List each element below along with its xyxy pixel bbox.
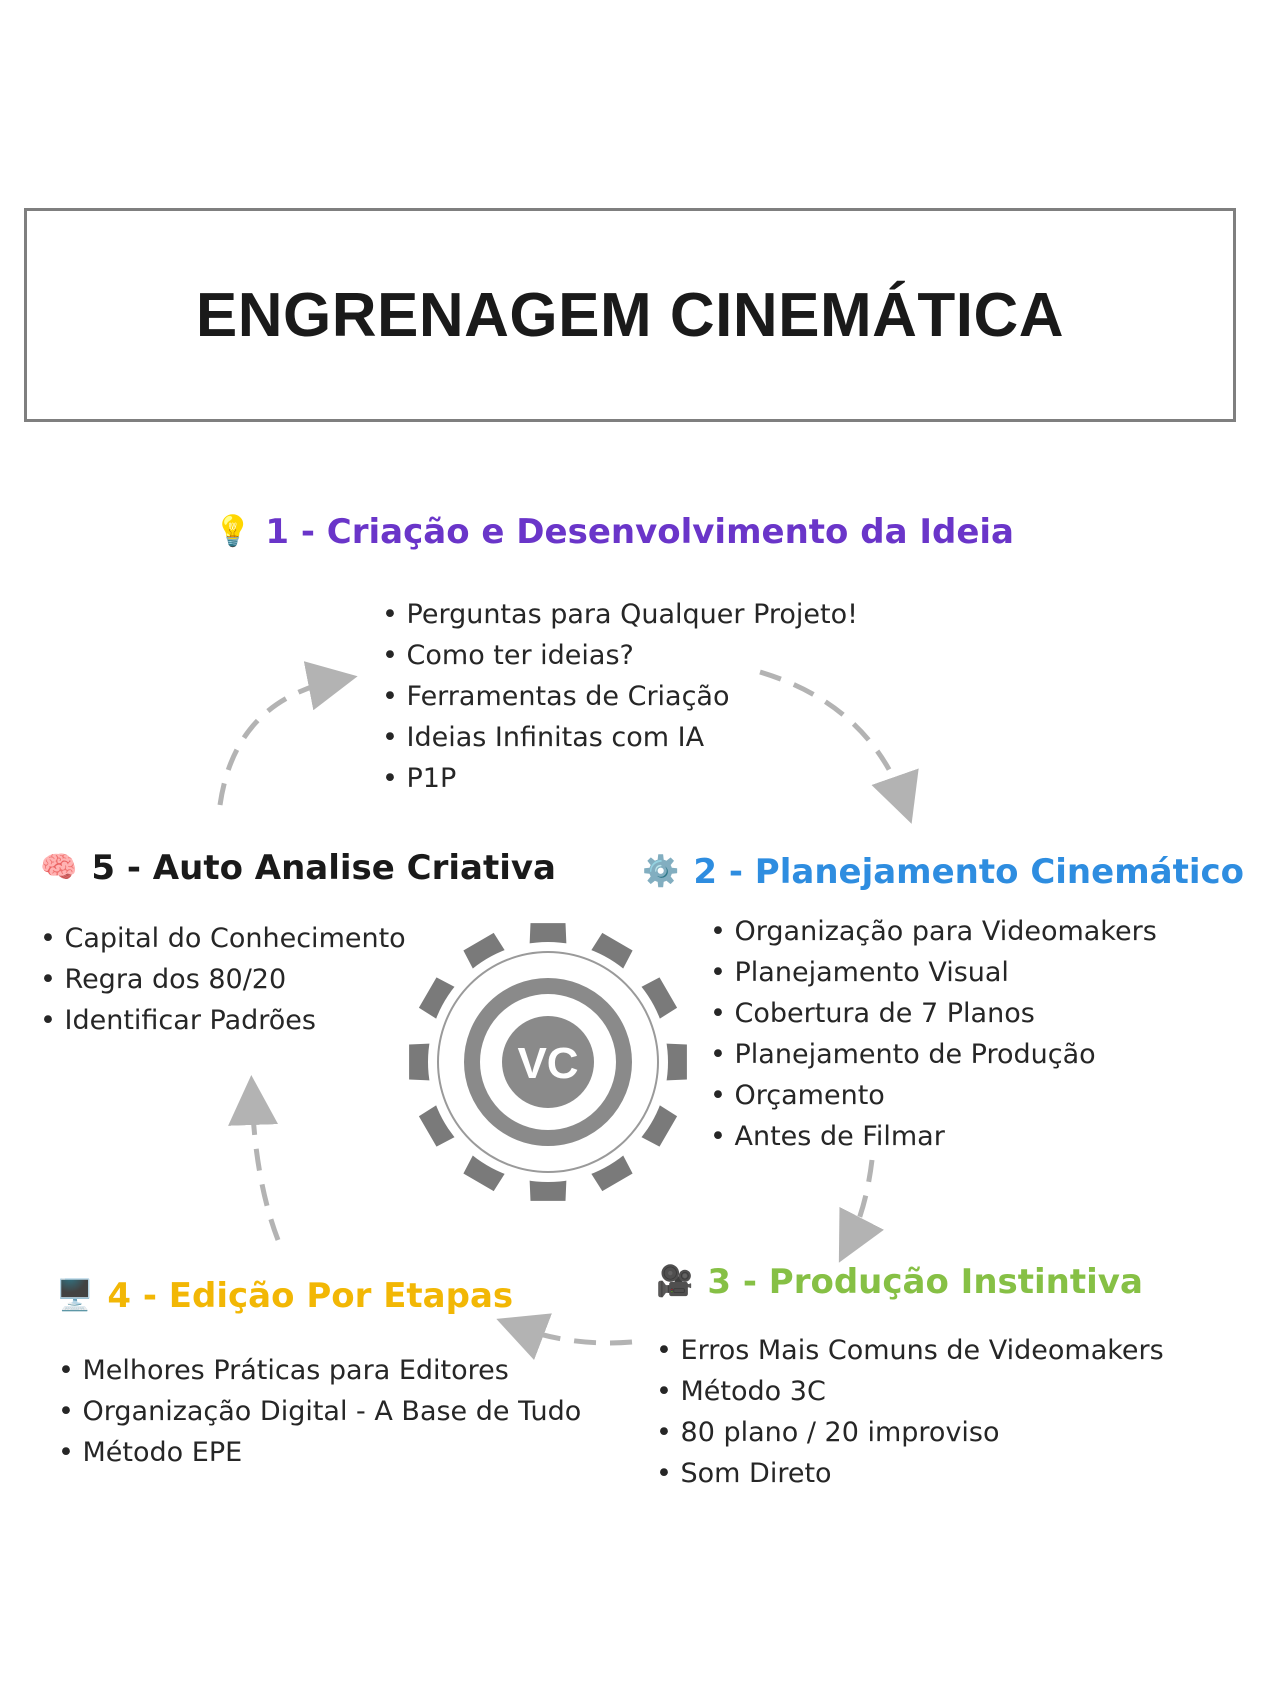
movie-camera-icon: 🎥 <box>656 1264 694 1299</box>
step-5-title-text: 5 - Auto Analise Criativa <box>91 848 557 888</box>
list-item: • Orçamento <box>710 1075 1157 1116</box>
gear-icon: ⚙️ <box>642 854 680 889</box>
arrow-1-to-2 <box>760 672 905 805</box>
center-gear <box>409 923 687 1201</box>
computer-monitor-icon: 🖥️ <box>56 1278 94 1313</box>
list-item: • Erros Mais Comuns de Videomakers <box>656 1330 1164 1371</box>
list-item: • Organização para Videomakers <box>710 911 1157 952</box>
list-item: • Como ter ideias? <box>382 635 858 676</box>
list-item: • Perguntas para Qualquer Projeto! <box>382 594 858 635</box>
arrow-3-to-4 <box>515 1326 632 1343</box>
step-3-title-text: 3 - Produção Instintiva <box>707 1262 1143 1302</box>
list-item: • Ferramentas de Criação <box>382 676 858 717</box>
list-item: • Método EPE <box>58 1432 581 1473</box>
list-item: • Capital do Conhecimento <box>40 918 406 959</box>
list-item: • 80 plano / 20 improviso <box>656 1412 1164 1453</box>
step-2-title-text: 2 - Planejamento Cinemático <box>693 852 1244 892</box>
logo-text: VC <box>517 1039 579 1088</box>
page-title: ENGRENAGEM CINEMÁTICA <box>195 280 1065 350</box>
list-item: • Planejamento de Produção <box>710 1034 1157 1075</box>
step-4-title-text: 4 - Edição Por Etapas <box>107 1276 514 1316</box>
list-item: • Método 3C <box>656 1371 1164 1412</box>
list-item: • Som Direto <box>656 1453 1164 1494</box>
arrow-2-to-3 <box>848 1160 872 1245</box>
list-item: • Planejamento Visual <box>710 952 1157 993</box>
list-item: • Organização Digital - A Base de Tudo <box>58 1391 581 1432</box>
list-item: • P1P <box>382 758 858 799</box>
arrow-4-to-5 <box>252 1095 278 1240</box>
list-item: • Melhores Práticas para Editores <box>58 1350 581 1391</box>
list-item: • Antes de Filmar <box>710 1116 1157 1157</box>
list-item: • Regra dos 80/20 <box>40 959 406 1000</box>
step-1-title-text: 1 - Criação e Desenvolvimento da Ideia <box>265 512 1014 552</box>
list-item: • Ideias Infinitas com IA <box>382 717 858 758</box>
list-item: • Identificar Padrões <box>40 1000 406 1041</box>
lightbulb-icon: 💡 <box>214 514 252 549</box>
list-item: • Cobertura de 7 Planos <box>710 993 1157 1034</box>
arrow-5-to-1 <box>220 680 338 805</box>
brain-icon: 🧠 <box>40 850 78 885</box>
